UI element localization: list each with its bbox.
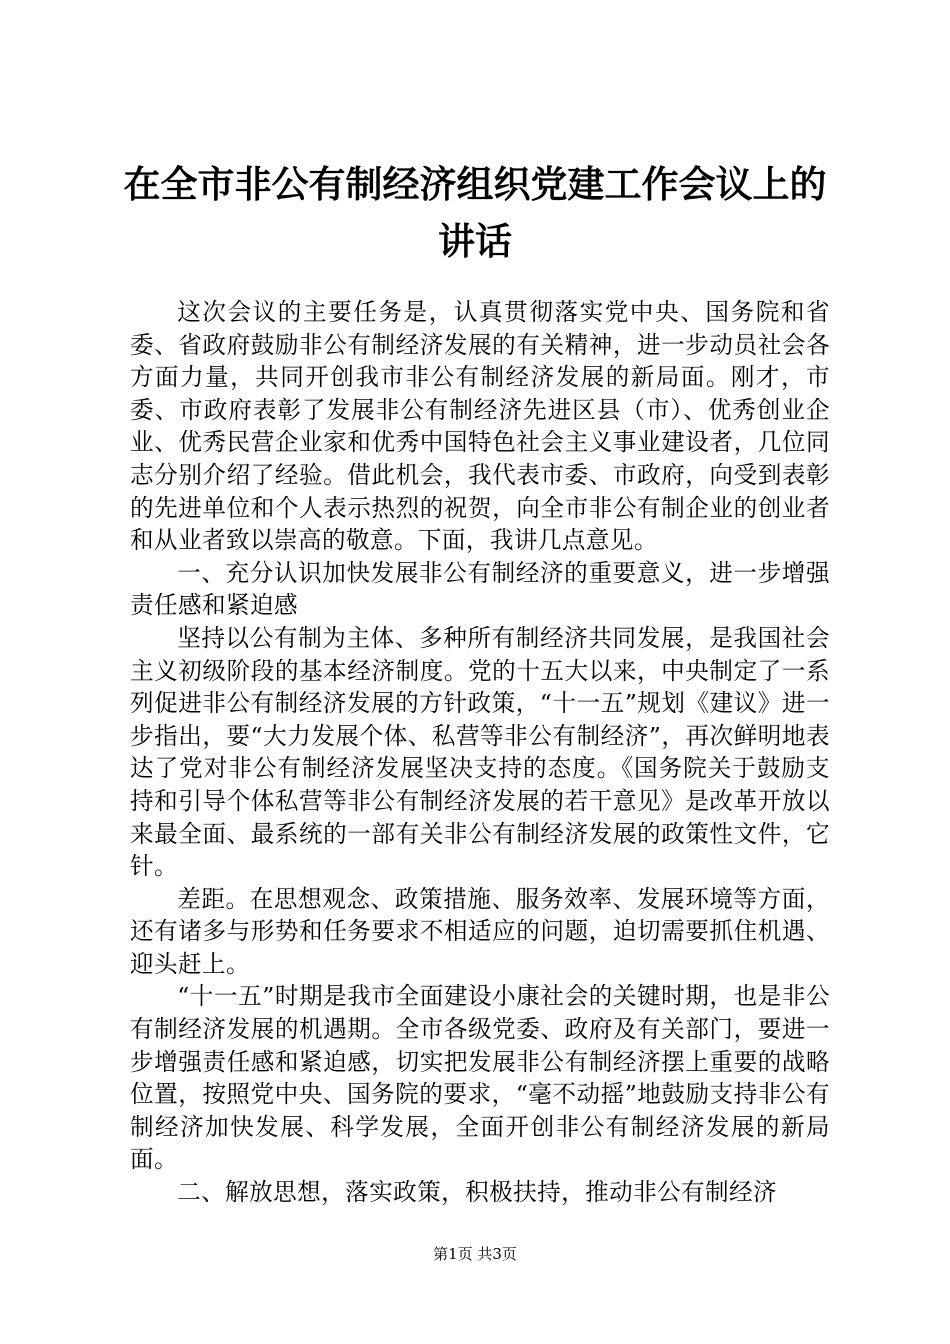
paragraph-eleventh-five-year: “十一五”时期是我市全面建设小康社会的关键时期，也是非公有制经济发展的机遇期。全市各级党委、政府及有关部门，要进一步增强责任感和紧迫感，切实把发展非公有制经济摆上重要的战略位置，按照党中央、国务院的要求，“毫不动摇”地鼓励支持非公有制经济加快发展、科学发展，全面开创非公有制经济发展的新局面。: [130, 982, 830, 1174]
page-footer: 第1页 共3页: [433, 1245, 517, 1263]
paragraph-gap: 差距。在思想观念、政策措施、服务效率、发展环境等方面，还有诸多与形势和任务要求不相适应的问题，迫切需要抓住机遇、迎头赶上。: [130, 884, 830, 978]
paragraph-basic-system: 坚持以公有制为主体、多种所有制经济共同发展，是我国社会主义初级阶段的基本经济制度。党的十五大以来，中央制定了一系列促进非公有制经济发展的方针政策，“十一五”规划《建议》进一步指出，要“大力发展个体、私营等非公有制经济”，再次鲜明地表达了党对非公有制经济发展坚决支持的态度。《国务院关于鼓励支持和引导个体私营等非公有制经济发展的若干意见》是改革开放以来最全面、最系统的一部有关非公有制经济发展的政策性文件，它针。: [130, 623, 830, 881]
document-body: [130, 296, 830, 1209]
paragraph-intro: 这次会议的主要任务是，认真贯彻落实党中央、国务院和省委、省政府鼓励非公有制经济发展的有关精神，进一步动员社会各方面力量，共同开创我市非公有制经济发展的新局面。刚才，市委、市政府表彰了发展非公有制经济先进区县（市）、优秀创业企业、优秀民营企业家和优秀中国特色社会主义事业建设者，几位同志分别介绍了经验。借此机会，我代表市委、市政府，向受到表彰的先进单位和个人表示热烈的祝贺，向全市非公有制企业的创业者和从业者致以崇高的敬意。下面，我讲几点意见。: [130, 298, 830, 555]
section-heading-2: 二、解放思想，落实政策，积极扶持，推动非公有制经济: [177, 1178, 778, 1207]
document-title: 在全市非公有制经济组织党建工作会议上的讲话: [123, 162, 827, 263]
section-heading-1: 一、充分认识加快发展非公有制经济的重要意义，进一步增强责任感和紧迫感: [130, 558, 830, 620]
